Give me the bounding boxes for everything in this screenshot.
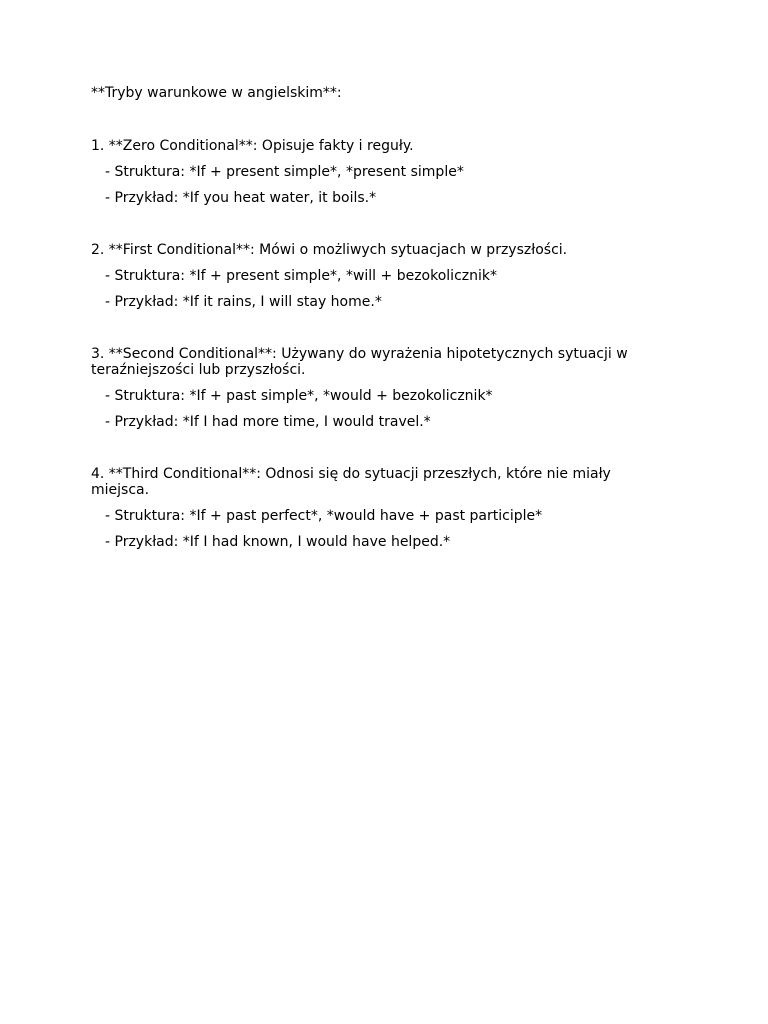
conditional-section-zero [91, 138, 651, 206]
example-line: - Przykład: *If I had known, I would have helped.* [105, 534, 451, 550]
document-title: **Tryby warunkowe w angielskim**: [91, 85, 342, 101]
structure-line: - Struktura: *If + present simple*, *will + bezokolicznik* [105, 268, 497, 284]
structure-line: - Struktura: *If + past perfect*, *would have + past participle* [105, 508, 543, 524]
section-heading: 1. **Zero Conditional**: Opisuje fakty i reguły. [91, 138, 414, 154]
section-heading: 3. **Second Conditional**: Używany do wyrażenia hipotetycznych sytuacji w teraźniejszości lub przyszłości. [91, 346, 628, 378]
structure-line: - Struktura: *If + past simple*, *would + bezokolicznik* [105, 388, 493, 404]
conditional-section-first [91, 242, 651, 310]
document-page [91, 85, 651, 550]
section-heading: 4. **Third Conditional**: Odnosi się do sytuacji przeszłych, które nie miały miejsca. [91, 466, 611, 498]
structure-line: - Struktura: *If + present simple*, *present simple* [105, 164, 464, 180]
example-line: - Przykład: *If it rains, I will stay home.* [105, 294, 382, 310]
example-line: - Przykład: *If I had more time, I would travel.* [105, 414, 431, 430]
section-heading: 2. **First Conditional**: Mówi o możliwych sytuacjach w przyszłości. [91, 242, 568, 258]
example-line: - Przykład: *If you heat water, it boils.* [105, 190, 377, 206]
conditional-section-second [91, 346, 651, 430]
conditional-section-third [91, 466, 651, 550]
